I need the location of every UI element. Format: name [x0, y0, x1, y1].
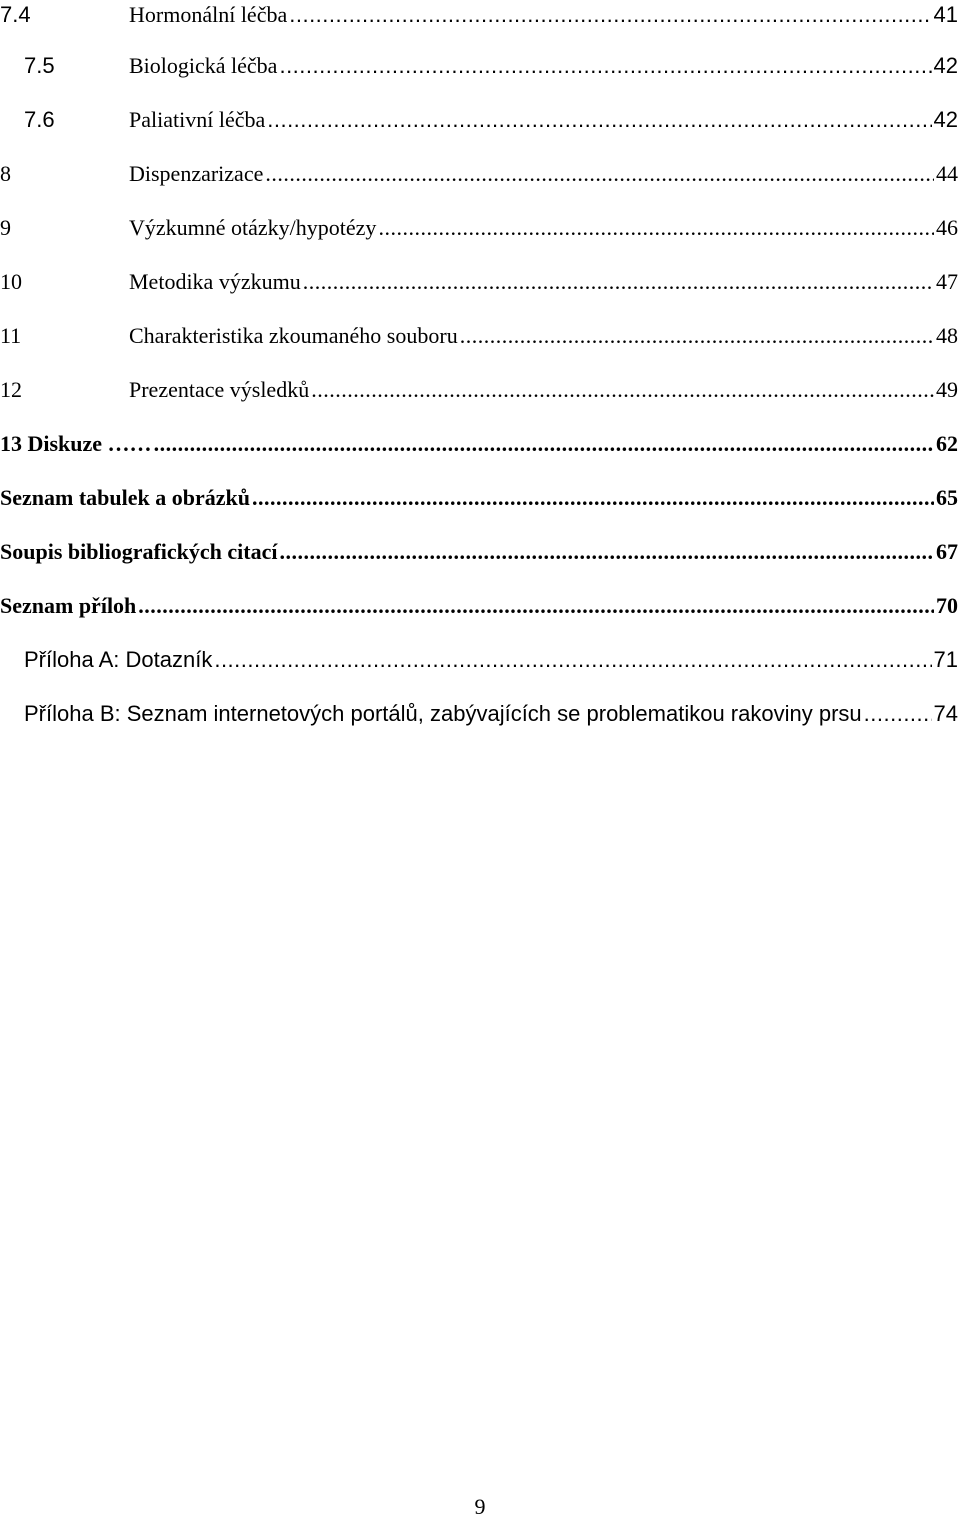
toc-dot-leader: [267, 105, 931, 135]
toc-entry-title: Seznam příloh: [0, 593, 137, 618]
toc-entry-13[interactable]: [0, 429, 960, 459]
toc-entry-11[interactable]: [0, 321, 960, 351]
toc-dot-leader: [279, 537, 934, 567]
toc-entry-page: 67: [936, 539, 958, 564]
toc-entry-title: Metodika výzkumu: [129, 269, 301, 294]
toc-entry-page: 70: [936, 593, 958, 618]
toc-entry-10[interactable]: [0, 267, 960, 297]
toc-entry-7-4[interactable]: [0, 0, 960, 30]
toc-entry-page: 44: [936, 161, 958, 186]
page-number: 9: [474, 1494, 486, 1519]
toc-entry-title: Výzkumné otázky/hypotézy: [129, 215, 377, 240]
toc-entry-title: Seznam tabulek a obrázků: [0, 485, 250, 510]
toc-dot-leader: [460, 321, 934, 351]
toc-entry-page: 71: [933, 647, 958, 672]
toc-entry-page: 41: [933, 2, 958, 27]
toc-entry-appendix-a[interactable]: [0, 645, 960, 675]
toc-entry-number: 11: [0, 323, 22, 348]
toc-entry-number: 7.5: [24, 53, 55, 78]
toc-entry-number: 7.4: [0, 2, 31, 27]
toc-entry-title: Charakteristika zkoumaného souboru: [129, 323, 458, 348]
toc-entry-title: Příloha B: Seznam internetových portálů, zabývajících se problematikou rakoviny prsu: [24, 701, 862, 726]
toc-entry-title: Prezentace výsledků: [129, 377, 310, 402]
toc-dot-leader: [311, 375, 934, 405]
toc-dot-leader: [279, 51, 931, 81]
toc-dot-leader: [214, 645, 931, 675]
toc-dot-leader: [252, 483, 934, 513]
toc-entry-7-5[interactable]: [0, 51, 960, 81]
toc-entry-title: Biologická léčba: [129, 53, 278, 78]
toc-entry-appendix-b[interactable]: [0, 699, 960, 729]
toc-entry-page: 62: [936, 431, 958, 456]
toc-entry-page: 65: [936, 485, 958, 510]
toc-dot-leader: [265, 159, 934, 189]
toc-entry-number: 9: [0, 215, 11, 240]
toc-entry-appendices[interactable]: [0, 591, 960, 621]
toc-entry-number: 7.6: [24, 107, 55, 132]
toc-entry-bibliography[interactable]: [0, 537, 960, 567]
toc-entry-title: 13 Diskuze ……: [0, 431, 152, 456]
toc-entry-number: 10: [0, 269, 22, 294]
toc-dot-leader: [154, 429, 934, 459]
toc-entry-page: 42: [933, 53, 958, 78]
toc-entry-title: Dispenzarizace: [129, 161, 264, 186]
toc-entry-title: Soupis bibliografických citací: [0, 539, 278, 564]
toc-entry-title: Hormonální léčba: [129, 2, 288, 27]
toc-dot-leader: [289, 0, 931, 30]
toc-dot-leader: [303, 267, 934, 297]
toc-dot-leader: [378, 213, 934, 243]
toc-entry-page: 49: [936, 377, 958, 402]
toc-entry-page: 48: [936, 323, 958, 348]
toc-entry-number: 8: [0, 161, 11, 186]
toc-entry-number: 12: [0, 377, 22, 402]
toc-entry-tables-figures[interactable]: [0, 483, 960, 513]
toc-entry-9[interactable]: [0, 213, 960, 243]
toc-entry-8[interactable]: [0, 159, 960, 189]
toc-entry-page: 47: [936, 269, 958, 294]
toc-entry-title: Příloha A: Dotazník: [24, 647, 213, 672]
toc-entry-12[interactable]: [0, 375, 960, 405]
toc-entry-title: Paliativní léčba: [129, 107, 266, 132]
toc-entry-7-6[interactable]: [0, 105, 960, 135]
toc-entry-page: 42: [933, 107, 958, 132]
toc-entry-page: 46: [936, 215, 958, 240]
toc-entry-page: 74: [933, 701, 958, 726]
toc-dot-leader: [864, 699, 932, 729]
toc-dot-leader: [138, 591, 934, 621]
